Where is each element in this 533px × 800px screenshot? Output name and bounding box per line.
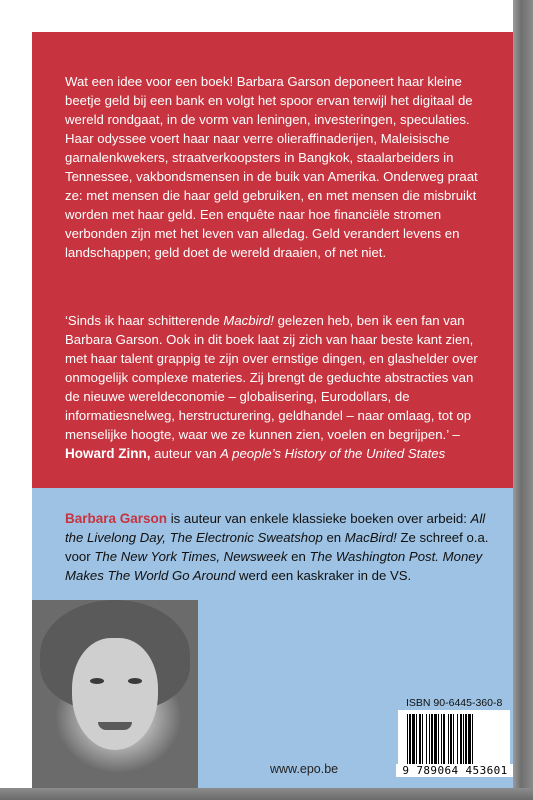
barcode-bar <box>468 714 471 764</box>
quote-author-book: A people’s History of the United States <box>220 446 446 461</box>
barcode-bar <box>419 714 421 764</box>
quote-author-role: auteur van <box>150 446 221 461</box>
barcode-bar <box>465 714 467 764</box>
bio-text: en <box>287 549 310 564</box>
barcode-bar <box>412 714 415 764</box>
bio-book-title: MacBird! <box>344 530 397 545</box>
barcode-bar <box>441 714 442 764</box>
bio-text: is auteur van enkele klassieke boeken over arbeid: <box>167 511 471 526</box>
barcode-bar <box>438 714 439 764</box>
publisher-url[interactable]: www.epo.be <box>270 762 339 776</box>
quote-author: Howard Zinn, <box>65 446 151 461</box>
barcode-bar <box>457 714 458 764</box>
quote-book-title: Macbird! <box>223 313 274 328</box>
barcode-bar <box>426 714 427 764</box>
barcode-bar <box>443 714 445 764</box>
author-bio <box>65 509 495 585</box>
quote-paragraph <box>65 311 490 463</box>
bio-book-title: All the Livelong Day, The Electronic Sweatshop <box>65 511 486 545</box>
barcode-bar <box>409 714 411 764</box>
barcode-bar <box>429 714 430 764</box>
barcode-icon <box>405 714 505 764</box>
barcode-bar <box>416 714 417 764</box>
author-photo <box>32 600 198 788</box>
bio-text: werd een kaskraker in de VS. <box>235 568 412 583</box>
isbn-label: ISBN 90-6445-360-8 <box>406 697 503 709</box>
barcode-bar <box>422 714 423 764</box>
barcode-bar <box>431 714 433 764</box>
barcode-bar <box>450 714 452 764</box>
barcode-bar <box>407 714 408 764</box>
author-name: Barbara Garson <box>65 511 168 526</box>
bio-text: Ze schreef o.a. voor <box>65 530 489 564</box>
barcode-bar <box>463 714 464 764</box>
author-photo-mouth <box>98 722 132 730</box>
page-edge-bottom <box>0 788 533 800</box>
barcode-bar <box>460 714 462 764</box>
author-photo-eye <box>128 678 142 684</box>
barcode-bar <box>453 714 454 764</box>
quote-text: ‘Sinds ik haar schitterende <box>65 313 224 328</box>
bio-book-title: Money Makes The World Go Around <box>65 549 483 583</box>
bio-publication: The New York Times, Newsweek <box>94 549 288 564</box>
barcode-bar <box>434 714 437 764</box>
quote-text: gelezen heb, ben ik een fan van Barbara Garson. Ook in dit boek laat zij zich van haar beste kant zien, met haar talent grappig te zijn over ernstige dingen, en glashelder over onmogelijk complexe materies. Zij brengt de geduchte abstracties van de nieuwe wereldeconomie – globalisering, Eurodollars, de informatiesnelweg, herstructurering, geldhandel – naar omlaag, tot op menselijke hoogte, waar we ze kunnen zien, voelen en begrijpen.’ – <box>65 313 478 442</box>
bio-publication: The Washington Post. <box>309 549 439 564</box>
author-photo-face <box>72 638 158 750</box>
barcode-number: 9 789064 453601 <box>396 764 514 777</box>
barcode-bar <box>448 714 449 764</box>
page-edge <box>513 0 533 800</box>
blurb-paragraph: Wat een idee voor een boek! Barbara Garson deponeert haar kleine beetje geld bij een bank en volgt het spoor ervan terwijl het digitaal de wereld rondgaat, in de vorm van leningen, investeringen, speculaties. Haar odyssee voert haar naar verre olieraffinaderijen, Maleisische garnalenkwekers, straatverkoopsters in Bangkok, staalarbeiders in Tennessee, vakbondsmensen in de buik van Amerika. Onderweg praat ze: met mensen die haar geld gebruiken, en met mensen die misbruikt worden met haar geld. Een enquête naar hoe financiële stromen verbonden zijn met het leven van alledag. Geld verandert levens en landschappen; geld doet de wereld draaien, of net niet. <box>65 74 478 260</box>
barcode-bar <box>472 714 473 764</box>
author-photo-eye <box>90 678 104 684</box>
bio-text: en <box>322 530 345 545</box>
